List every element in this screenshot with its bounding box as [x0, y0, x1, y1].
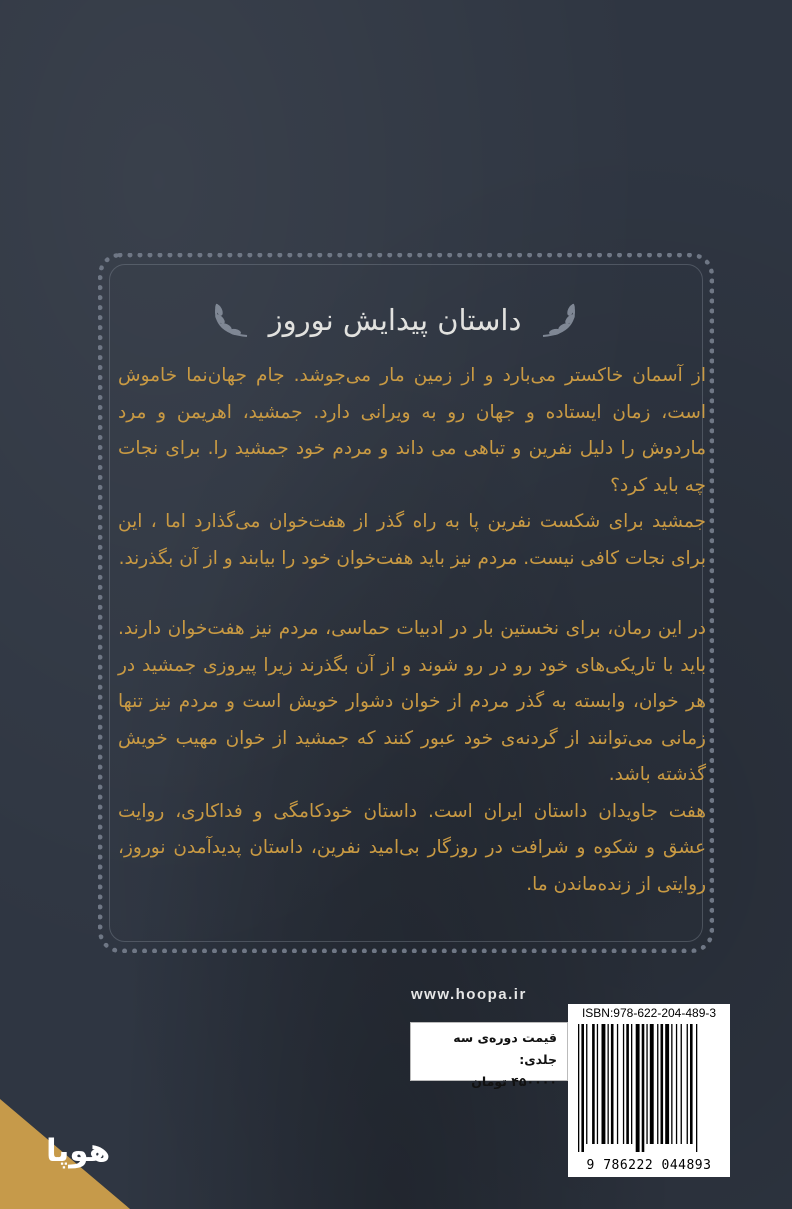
paragraph-3: در این رمان، برای نخستین بار در ادبیات حماسی، مردم نیز هفت‌خوان دارند. باید با تاریکی‌های خود رو در رو شوند و از آن بگذرند زیرا پیروزی جمشید در هر خوان، وابسته به گذر مردم از خوان دشوار خویش است و مردم نیز تنها زمانی می‌توانند از گردنه‌ی خود عبور کنند که جمشید از خوان مهیب خویش گذشته باشد.	[118, 618, 706, 785]
book-title: داستان پیدایش نوروز	[268, 303, 522, 337]
barcode	[572, 1024, 726, 1152]
price-value: ۴۵۰۰۰۰ تومان	[471, 1074, 557, 1089]
price-label: قیمت دوره‌ی سه جلدی:	[453, 1030, 557, 1067]
book-description	[118, 358, 706, 903]
publisher-website: www.hoopa.ir	[411, 986, 527, 1003]
laurel-left-icon	[207, 300, 255, 340]
paragraph-4: هفت جاویدان داستان ایران است. داستان خودکامگی و فداکاری، روایت عشق و شکوه و شرافت در روزگار بی‌امید نفرین، داستان پدیدآمدن نوروز، روایتی از زنده‌ماندن ما.	[118, 800, 706, 895]
publisher-logo: هوپا	[46, 1133, 111, 1169]
laurel-right-icon	[535, 300, 583, 340]
isbn-label: ISBN:978-622-204-489-3	[568, 1004, 730, 1022]
isbn-number: 9 786222 044893	[586, 1158, 712, 1173]
paragraph-2: جمشید برای شکست نفرین پا به راه گذر از هفت‌خوان می‌گذارد اما ، این برای نجات کافی نیست. مردم نیز باید هفت‌خوان خود را بیابند و از آن بگذرند.	[118, 511, 706, 569]
title-block	[205, 290, 585, 350]
isbn-barcode-box	[568, 1004, 730, 1177]
price-box	[410, 1022, 568, 1089]
paragraph-1: از آسمان خاکستر می‌بارد و از زمین مار می‌جوشد. جام جهان‌نما خاموش است، زمان ایستاده و جهان رو به ویرانی دارد. جمشید، اهریمن و مرد ماردوش را دلیل نفرین و تباهی می داند و مردم خود جمشید را. برای نجات چه باید کرد؟	[118, 365, 706, 496]
